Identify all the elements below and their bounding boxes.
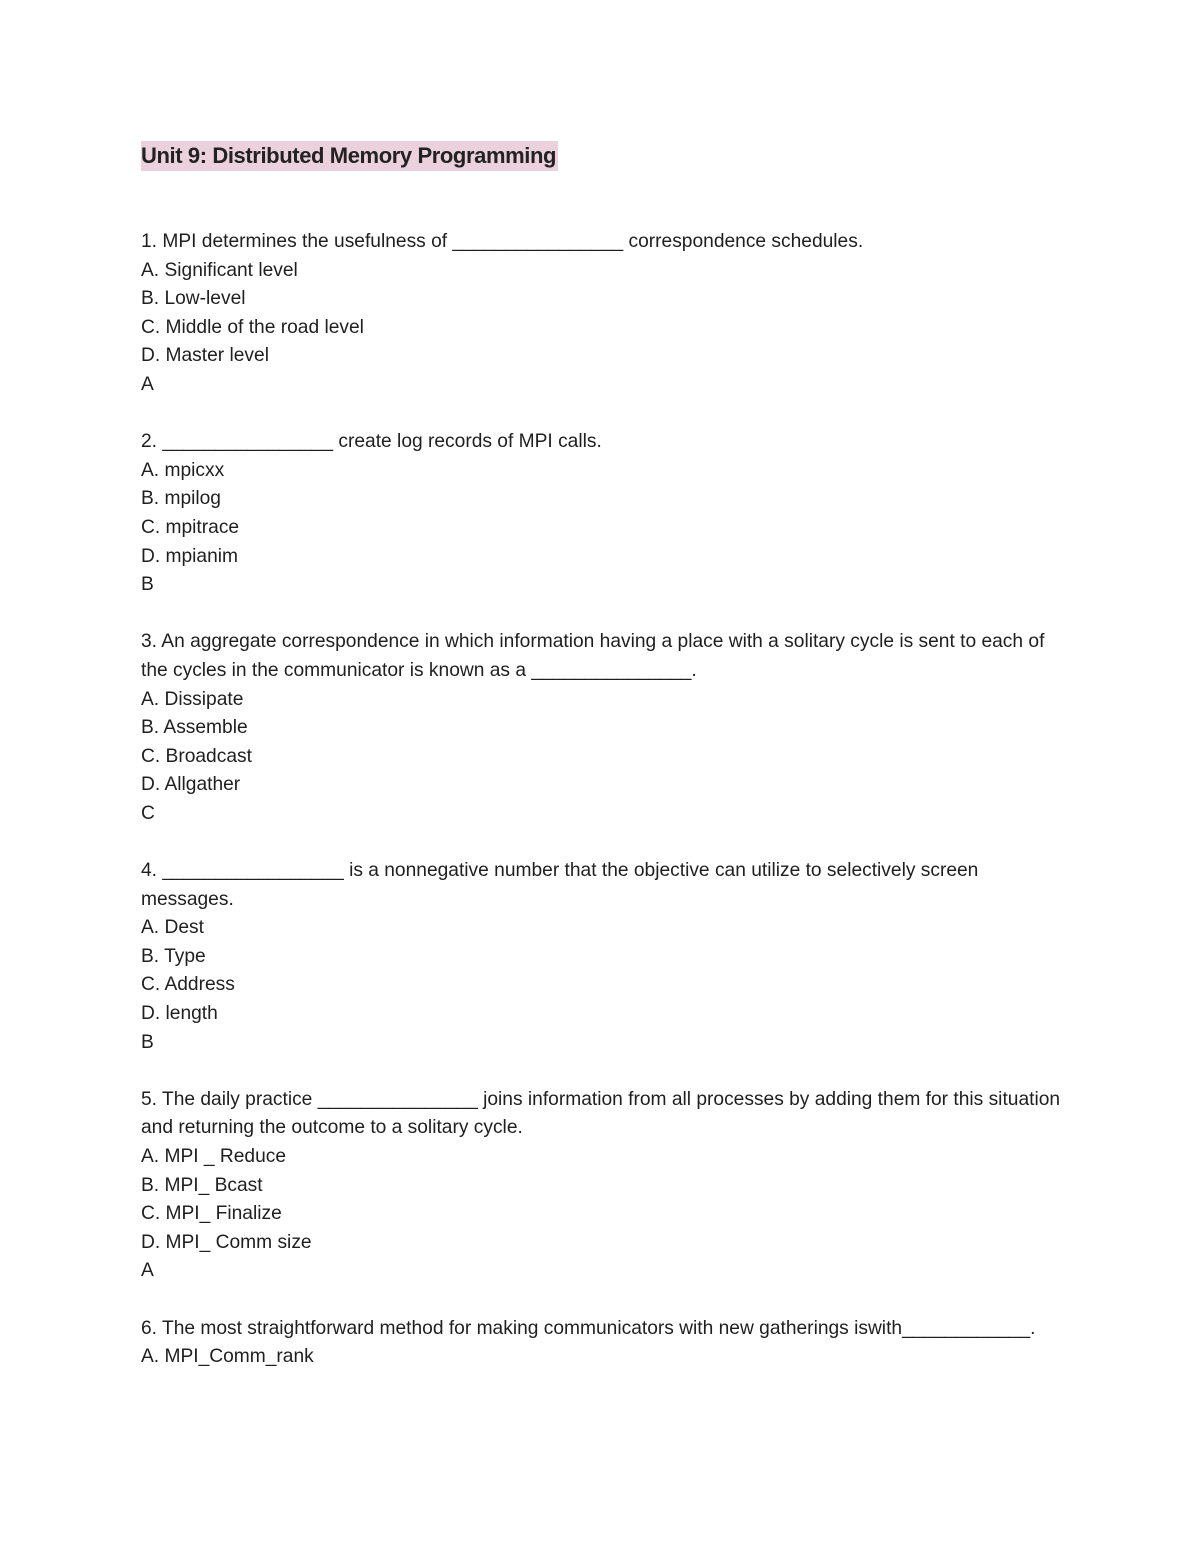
answer: B bbox=[141, 1031, 154, 1053]
option-b: B. Assemble bbox=[141, 717, 248, 739]
answer: B bbox=[141, 574, 154, 596]
option-a: A. MPI _ Reduce bbox=[141, 1146, 287, 1167]
option-a: A. Significant level bbox=[141, 259, 298, 281]
option-c: C. Broadcast bbox=[141, 745, 252, 767]
question-text: 2. ________________ create log records of MPI calls. bbox=[141, 431, 602, 453]
option-a: A. mpicxx bbox=[141, 459, 225, 481]
answer: C bbox=[141, 802, 155, 824]
question-list bbox=[141, 228, 1071, 1400]
option-c: C. mpitrace bbox=[141, 516, 240, 538]
option-b: B. MPI_ Bcast bbox=[141, 1174, 263, 1196]
option-d: D. MPI_ Comm size bbox=[141, 1231, 312, 1253]
question-text: 1. MPI determines the usefulness of ________________ correspondence schedules. bbox=[141, 231, 864, 252]
question-text: 3. An aggregate correspondence in which information having a place with a solitary cycle is sent to each of the cycles in the communicator is known as a _______________. bbox=[141, 631, 1045, 681]
answer: A bbox=[141, 373, 154, 395]
option-d: D. length bbox=[141, 1003, 218, 1025]
question-6 bbox=[141, 1315, 1071, 1372]
option-c: C. MPI_ Finalize bbox=[141, 1203, 282, 1225]
option-c: C. Address bbox=[141, 974, 235, 996]
question-4 bbox=[141, 857, 1071, 1057]
option-a: A. Dissipate bbox=[141, 688, 244, 710]
option-d: D. Allgather bbox=[141, 774, 241, 796]
question-2 bbox=[141, 428, 1071, 600]
question-1 bbox=[141, 228, 1071, 400]
option-d: D. Master level bbox=[141, 345, 269, 367]
question-text: 5. The daily practice _______________ joins information from all processes by adding them for this situation and returning the outcome to a solitary cycle. bbox=[141, 1088, 1061, 1139]
option-b: B. mpilog bbox=[141, 488, 221, 510]
page-title: Unit 9: Distributed Memory Programming bbox=[141, 141, 558, 171]
question-text: 6. The most straightforward method for making communicators with new gatherings iswith____________. bbox=[141, 1317, 1036, 1339]
option-a: A. MPI_Comm_rank bbox=[141, 1346, 314, 1368]
option-b: B. Low-level bbox=[141, 288, 246, 310]
answer: A bbox=[141, 1260, 154, 1282]
question-5 bbox=[141, 1086, 1071, 1286]
option-c: C. Middle of the road level bbox=[141, 316, 364, 338]
option-d: D. mpianim bbox=[141, 545, 239, 567]
option-a: A. Dest bbox=[141, 917, 204, 939]
option-b: B. Type bbox=[141, 945, 206, 967]
question-3 bbox=[141, 628, 1071, 828]
question-text: 4. _________________ is a nonnegative number that the objective can utilize to selectively screen messages. bbox=[141, 860, 979, 910]
